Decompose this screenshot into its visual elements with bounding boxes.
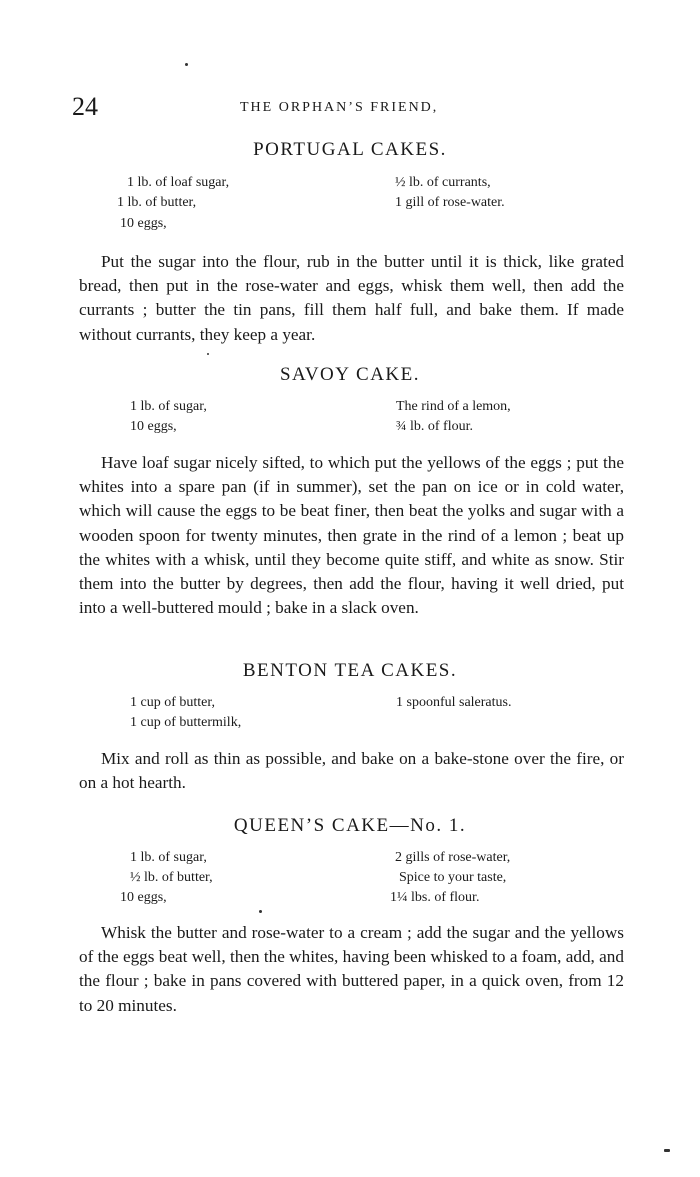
- print-speck: [185, 63, 188, 66]
- ingredient: 10 eggs,: [130, 419, 177, 434]
- ingredient: 10 eggs,: [120, 216, 167, 231]
- ingredient: 1 lb. of sugar,: [130, 850, 207, 865]
- recipe-title: SAVOY CAKE.: [279, 364, 421, 385]
- ingredient: ½ lb. of currants,: [395, 175, 491, 190]
- print-speck: [207, 353, 209, 355]
- recipe-title: PORTUGAL CAKES.: [253, 139, 447, 160]
- page-header: [72, 92, 632, 122]
- page-number: 24: [72, 92, 98, 121]
- ingredient: Spice to your taste,: [399, 870, 507, 885]
- ingredient: 1 cup of buttermilk,: [130, 715, 242, 730]
- ingredient: 10 eggs,: [120, 890, 167, 905]
- print-speck: [259, 910, 262, 913]
- recipe-title: BENTON TEA CAKES.: [242, 660, 458, 681]
- ingredient: 1 cup of butter,: [130, 695, 215, 710]
- ingredient: 2 gills of rose-water,: [395, 850, 511, 865]
- ingredient: 1 lb. of sugar,: [130, 399, 207, 414]
- recipe-instructions: Mix and roll as thin as possible, and bake on a bake-stone over the fire, or on a hot hearth.: [79, 749, 624, 793]
- ingredient: ¾ lb. of flour.: [396, 419, 473, 434]
- recipe-instructions: Have loaf sugar nicely sifted, to which put the yellows of the eggs ; put the whites into a spare pan (if in summer), set the pan on ice or in cold water, which will cause the eggs to be beat finer, then beat the yolks and sugar with a wooden spoon for twenty minutes, then grate in the rind of a lemon ; beat up the whites with a whisk, until they become quite stiff, and white as snow. Stir them into the butter by degrees, then add the flour, having it well dried, put into a well-buttered mould ; bake in a slack oven.: [79, 453, 624, 618]
- recipe-title: QUEEN’S CAKE—No. 1.: [233, 815, 467, 836]
- print-speck: [664, 1149, 670, 1152]
- ingredient: 1 lb. of butter,: [117, 195, 197, 210]
- ingredient: 1 lb. of loaf sugar,: [127, 175, 230, 190]
- ingredient: 1 spoonful saleratus.: [396, 695, 512, 710]
- ingredient: 1 gill of rose-water.: [395, 195, 505, 210]
- running-head: THE ORPHAN’S FRIEND,: [240, 100, 439, 115]
- recipe-instructions: Put the sugar into the flour, rub in the butter until it is thick, like grated bread, then put in the rose-water and eggs, whisk them well, then add the currants ; butter the tin pans, fill them half full, and bake them. If made without currants, they keep a year.: [79, 252, 624, 344]
- ingredient: 1¼ lbs. of flour.: [390, 890, 480, 905]
- recipe-instructions: Whisk the butter and rose-water to a cream ; add the sugar and the yellows of the eggs beat well, then the whites, having been whisked to a foam, add, and the flour ; bake in pans covered with buttered paper, in a quick oven, from 12 to 20 minutes.: [79, 923, 624, 1015]
- ingredient: ½ lb. of butter,: [130, 870, 213, 885]
- ingredient: The rind of a lemon,: [396, 399, 511, 414]
